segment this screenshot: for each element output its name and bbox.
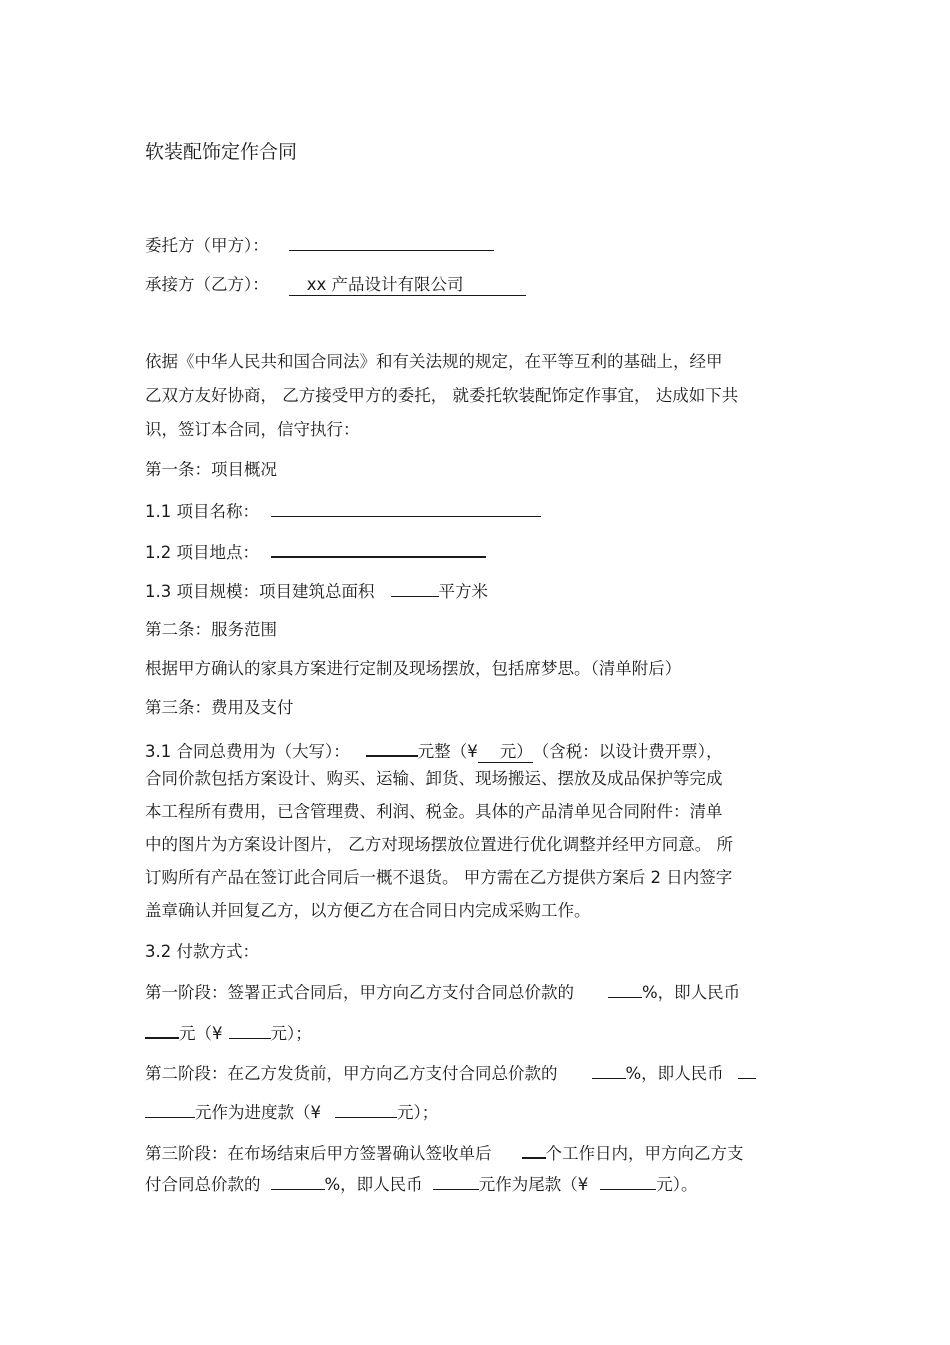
project-scale-unit: 平方米 <box>438 582 488 601</box>
stage-3-line-1 <box>145 1140 744 1165</box>
party-b-line <box>145 274 526 296</box>
stage-3-rmb-blank[interactable] <box>433 1172 479 1190</box>
article-3-heading: 第三条：费用及支付 <box>145 698 294 717</box>
project-name-blank[interactable] <box>271 499 541 517</box>
stage-3-percent-blank[interactable] <box>271 1172 325 1190</box>
intro-line-2: 乙双方友好协商， 乙方接受甲方的委托， 就委托软装配饰定作事宜， 达成如下共 <box>145 386 739 405</box>
party-a-label: 委托方（甲方）： <box>145 236 269 255</box>
total-fee-words-blank[interactable] <box>366 738 418 757</box>
party-b-value: xx 产品设计有限公司 <box>289 275 526 296</box>
party-b-label: 承接方（乙方）： <box>145 275 269 294</box>
project-location-blank[interactable] <box>271 539 486 558</box>
fee-line-2: 本工程所有费用，已含管理费、利润、税金。具体的产品清单见合同附件：清单 <box>145 802 723 821</box>
article-1-heading: 第一条：项目概况 <box>145 460 277 479</box>
stage-1-percent-suffix: %，即人民币 <box>642 983 741 1002</box>
stage-2-amount-blank[interactable] <box>335 1100 397 1118</box>
total-fee-amount[interactable]: 元） <box>478 742 533 763</box>
total-fee-mid: 元整（¥ <box>417 742 478 761</box>
stage-1-percent-blank[interactable] <box>608 980 642 998</box>
stage-1-text: 第一阶段：签署正式合同后，甲方向乙方支付合同总价款的 <box>145 983 574 1002</box>
stage-1-rmb-suffix: 元（¥ <box>179 1024 223 1043</box>
intro-line-3: 识，签订本合同，信守执行： <box>145 420 360 439</box>
stage-2-rmb-blank-start[interactable] <box>738 1061 756 1079</box>
stage-2-rmb-suffix: 元作为进度款（¥ <box>195 1103 321 1122</box>
stage-2-line-1 <box>145 1061 756 1085</box>
fee-line-4: 订购所有产品在签订此合同后一概不退货。 甲方需在乙方提供方案后 2 日内签字 <box>145 868 733 887</box>
project-name-label: 1.1 项目名称： <box>145 502 259 521</box>
project-area-blank[interactable] <box>391 579 439 597</box>
stage-2-percent-suffix: %，即人民币 <box>625 1064 724 1083</box>
party-a-line <box>145 233 494 257</box>
article-2-text: 根据甲方确认的家具方案进行定制及现场摆放，包括席梦思。（清单附后） <box>145 659 682 678</box>
payment-method-label: 3.2 付款方式： <box>145 942 259 961</box>
stage-3-end: 元）。 <box>656 1175 698 1194</box>
project-location-line <box>145 539 486 564</box>
intro-line-1: 依据《中华人民共和国合同法》和有关法规的规定，在平等互利的基础上，经甲 <box>145 352 723 371</box>
stage-3-text-2: 付合同总价款的 <box>145 1175 261 1194</box>
document-title: 软装配饰定作合同 <box>145 141 298 163</box>
project-name-line <box>145 499 541 523</box>
stage-2-rmb-blank[interactable] <box>145 1100 195 1118</box>
project-scale-line <box>145 579 488 603</box>
stage-1-rmb-blank[interactable] <box>145 1020 179 1039</box>
stage-3-days-suffix: 个工作日内，甲方向乙方支 <box>545 1144 744 1163</box>
stage-3-line-2 <box>145 1172 697 1196</box>
stage-3-amount-blank[interactable] <box>600 1172 656 1190</box>
stage-2-percent-blank[interactable] <box>592 1061 626 1079</box>
stage-1-line-1 <box>145 980 740 1004</box>
stage-1-amount-blank[interactable] <box>229 1021 271 1039</box>
stage-3-days-blank[interactable] <box>522 1140 546 1159</box>
total-fee-suffix: （含税：以设计费开票）， <box>532 742 723 761</box>
stage-3-text: 第三阶段：在布场结束后甲方签署确认签收单后 <box>145 1144 492 1163</box>
total-fee-line <box>145 738 723 763</box>
total-fee-label: 3.1 合同总费用为（大写）： <box>145 742 350 761</box>
project-scale-label: 1.3 项目规模：项目建筑总面积 <box>145 582 375 601</box>
fee-line-3: 中的图片为方案设计图片， 乙方对现场摆放位置进行优化调整并经甲方同意。 所 <box>145 835 733 854</box>
stage-2-text: 第二阶段：在乙方发货前，甲方向乙方支付合同总价款的 <box>145 1064 558 1083</box>
stage-1-line-2 <box>145 1020 312 1045</box>
stage-2-end: 元）； <box>397 1103 439 1122</box>
party-a-blank[interactable] <box>289 233 494 251</box>
article-2-heading: 第二条：服务范围 <box>145 620 277 639</box>
project-location-label: 1.2 项目地点： <box>145 543 259 562</box>
stage-3-rmb-suffix: 元作为尾款（¥ <box>478 1175 589 1194</box>
stage-3-percent-suffix: %，即人民币 <box>324 1175 423 1194</box>
fee-line-1: 合同价款包括方案设计、购买、运输、卸货、现场搬运、摆放及成品保护等完成 <box>145 769 723 788</box>
fee-line-5: 盖章确认并回复乙方，以方便乙方在合同日内完成采购工作。 <box>145 901 591 920</box>
stage-2-line-2 <box>145 1100 438 1124</box>
stage-1-end: 元）； <box>270 1024 312 1043</box>
